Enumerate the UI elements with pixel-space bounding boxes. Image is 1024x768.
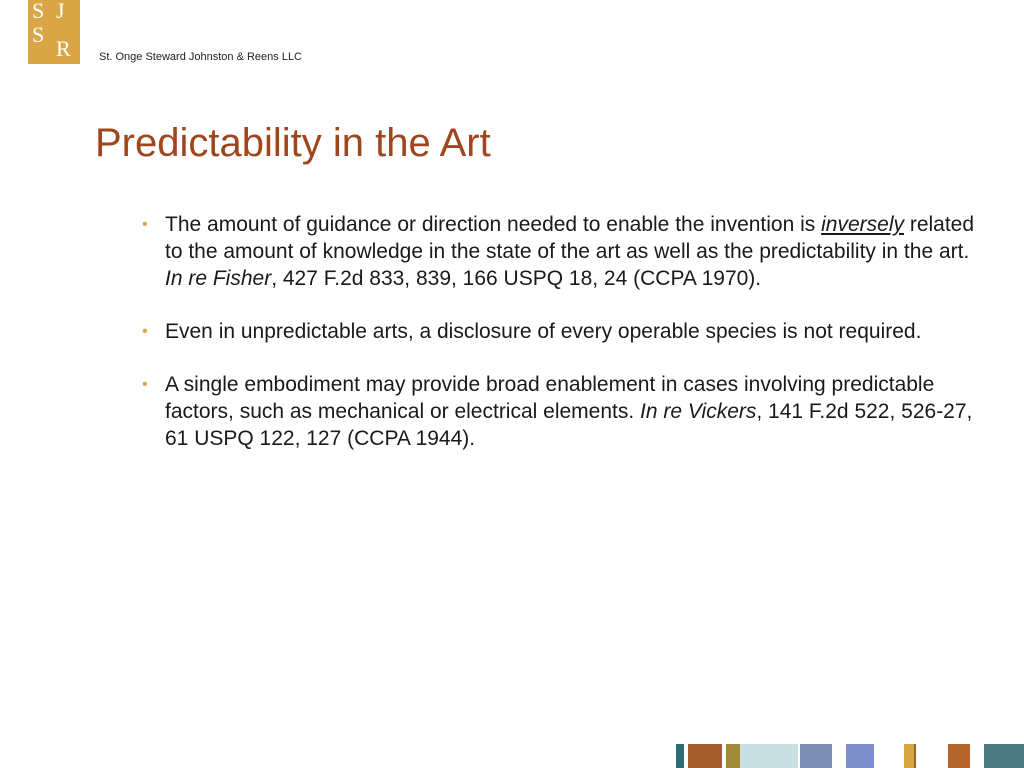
- footer-color-bars: [0, 744, 1024, 768]
- emphasis-text: inversely: [821, 213, 904, 236]
- case-name: In re Fisher: [165, 267, 272, 290]
- bullet-item: [140, 371, 980, 452]
- bullet-icon: •: [142, 323, 148, 340]
- logo-letter: R: [56, 36, 71, 61]
- bullet-icon: •: [142, 216, 148, 233]
- bullet-icon: •: [142, 376, 148, 393]
- logo-letter: J: [56, 0, 65, 23]
- firm-name: St. Onge Steward Johnston & Reens LLC: [99, 51, 303, 63]
- citation-text: , 141 F.2d 522, 526-27, 61 USPQ 122, 127 (CCPA 1944).: [165, 400, 973, 450]
- footer-bar: [984, 744, 1024, 768]
- footer-bar: [914, 744, 916, 768]
- footer-bar: [676, 744, 684, 768]
- footer-bar: [846, 744, 874, 768]
- footer-bar: [726, 744, 740, 768]
- footer-bar: [948, 744, 970, 768]
- sjsr-logo: [28, 0, 80, 64]
- case-name: In re Vickers: [640, 400, 757, 423]
- citation-text: , 427 F.2d 833, 839, 166 USPQ 18, 24 (CCPA 1970).: [271, 267, 762, 290]
- footer-bar: [904, 744, 914, 768]
- bullet-text: A single embodiment may provide broad enablement in cases involving predictable factors, such as mechanical or electrical elements.: [165, 373, 935, 423]
- logo-letter: S: [32, 22, 45, 47]
- footer-bar: [740, 744, 798, 768]
- footer-bar: [800, 744, 832, 768]
- slide-title: Predictability in the Art: [95, 121, 491, 165]
- logo-letter: S: [32, 0, 45, 23]
- bullet-item: [140, 318, 980, 345]
- bullet-text: The amount of guidance or direction needed to enable the invention is: [165, 213, 822, 236]
- bullet-item: [140, 211, 980, 292]
- footer-bar: [688, 744, 722, 768]
- bullet-text: related to the amount of knowledge in the state of the art as well as the predictability in the art.: [165, 213, 975, 263]
- bullet-text: Even in unpredictable arts, a disclosure of every operable species is not required.: [165, 320, 922, 343]
- bullet-list: [140, 211, 980, 478]
